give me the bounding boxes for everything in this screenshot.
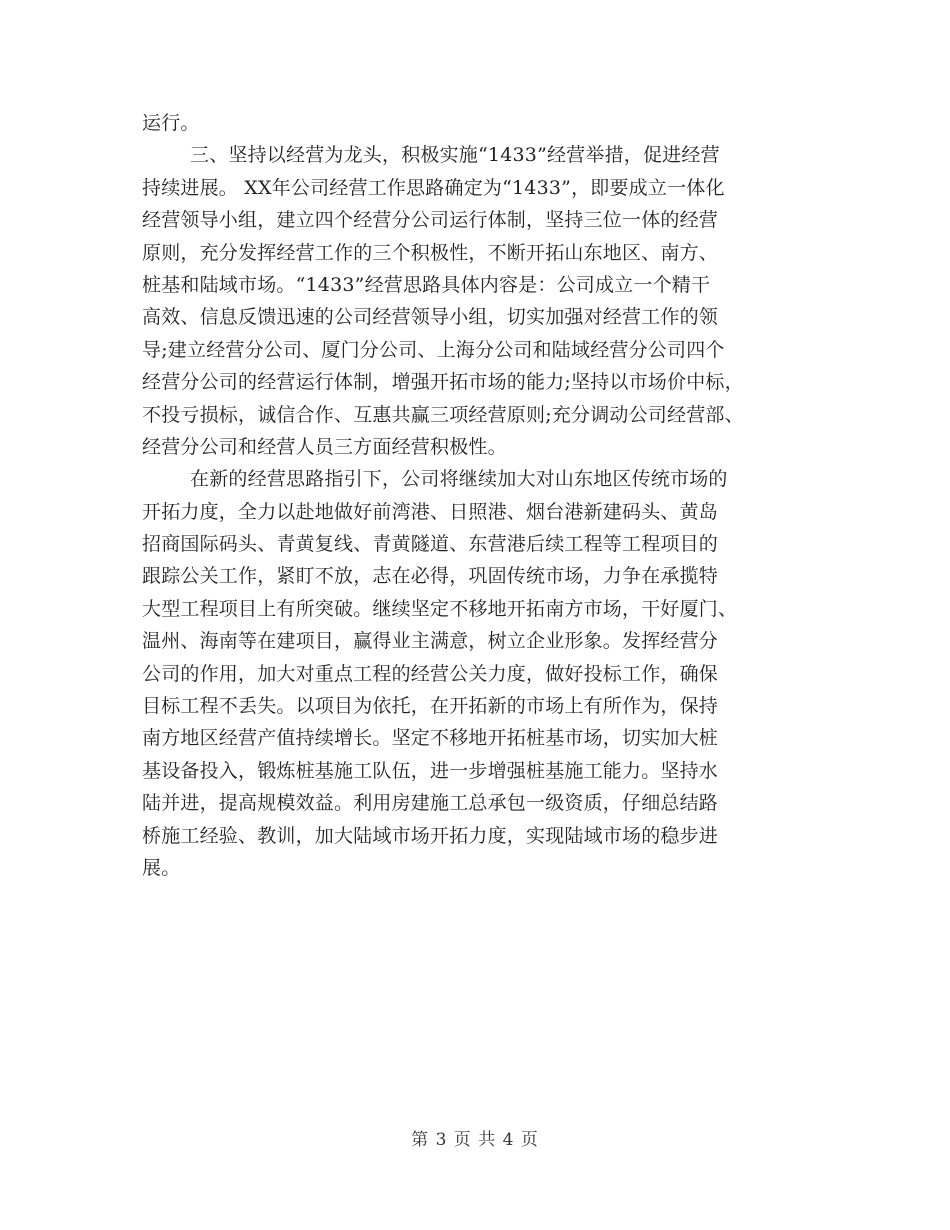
text-line: 不投亏损标，诚信合作、互惠共赢三项经营原则;充分调动公司经营部、 xyxy=(142,403,744,426)
text-line: 跟踪公关工作，紧盯不放，志在必得，巩固传统市场，力争在承揽特 xyxy=(142,565,719,588)
text-line: 基设备投入，锻炼桩基施工队伍，进一步增强桩基施工能力。坚持水 xyxy=(142,759,719,782)
text-line: 导;建立经营分公司、厦门分公司、上海分公司和陆域经营分公司四个 xyxy=(142,338,725,361)
text-line: 经营分公司和经营人员三方面经营积极性。 xyxy=(142,435,507,458)
text-line: 招商国际码头、青黄复线、青黄隧道、东营港后续工程等工程项目的 xyxy=(142,533,719,556)
text-line: 大型工程项目上有所突破。继续坚定不移地开拓南方市场，干好厦门、 xyxy=(142,597,738,620)
text-line: 运行。 xyxy=(142,112,200,134)
text-line: 桥施工经验、教训，加大陆域市场开拓力度，实现陆域市场的稳步进 xyxy=(142,824,719,847)
page-number-footer: 第 3 页 共 4 页 xyxy=(411,1130,539,1150)
text-line: 经营分公司的经营运行体制，增强开拓市场的能力;坚持以市场价中标， xyxy=(142,371,744,394)
text-line: 桩基和陆域市场。“1433”经营思路具体内容是：公司成立一个精干 xyxy=(142,273,711,296)
text-line: 持续进展。 XX年公司经营工作思路确定为“1433”，即要成立一体化 xyxy=(142,176,725,199)
text-line: 原则，充分发挥经营工作的三个积极性，不断开拓山东地区、南方、 xyxy=(142,241,719,264)
text-line: 经营领导小组，建立四个经营分公司运行体制，坚持三位一体的经营 xyxy=(142,209,719,232)
text-line: 公司的作用，加大对重点工程的经营公关力度，做好投标工作，确保 xyxy=(142,662,719,685)
text-line: 展。 xyxy=(142,856,181,879)
text-line: 南方地区经营产值持续增长。坚定不移地开拓桩基市场，切实加大桩 xyxy=(142,727,719,750)
paragraph-start-line: 三、坚持以经营为龙头，积极实施“1433”经营举措，促进经营 xyxy=(190,144,720,167)
text-line: 开拓力度，全力以赴地做好前湾港、日照港、烟台港新建码头、黄岛 xyxy=(142,500,719,523)
document-body xyxy=(142,107,822,884)
text-line: 陆并进，提高规模效益。利用房建施工总承包一级资质，仔细总结路 xyxy=(142,792,719,815)
paragraph-start-line: 在新的经营思路指引下，公司将继续加大对山东地区传统市场的 xyxy=(190,468,728,491)
text-line: 高效、信息反馈迅速的公司经营领导小组，切实加强对经营工作的领 xyxy=(142,306,719,329)
text-line: 温州、海南等在建项目，赢得业主满意，树立企业形象。发挥经营分 xyxy=(142,630,719,653)
text-line: 目标工程不丢失。以项目为依托，在开拓新的市场上有所作为，保持 xyxy=(142,695,719,718)
